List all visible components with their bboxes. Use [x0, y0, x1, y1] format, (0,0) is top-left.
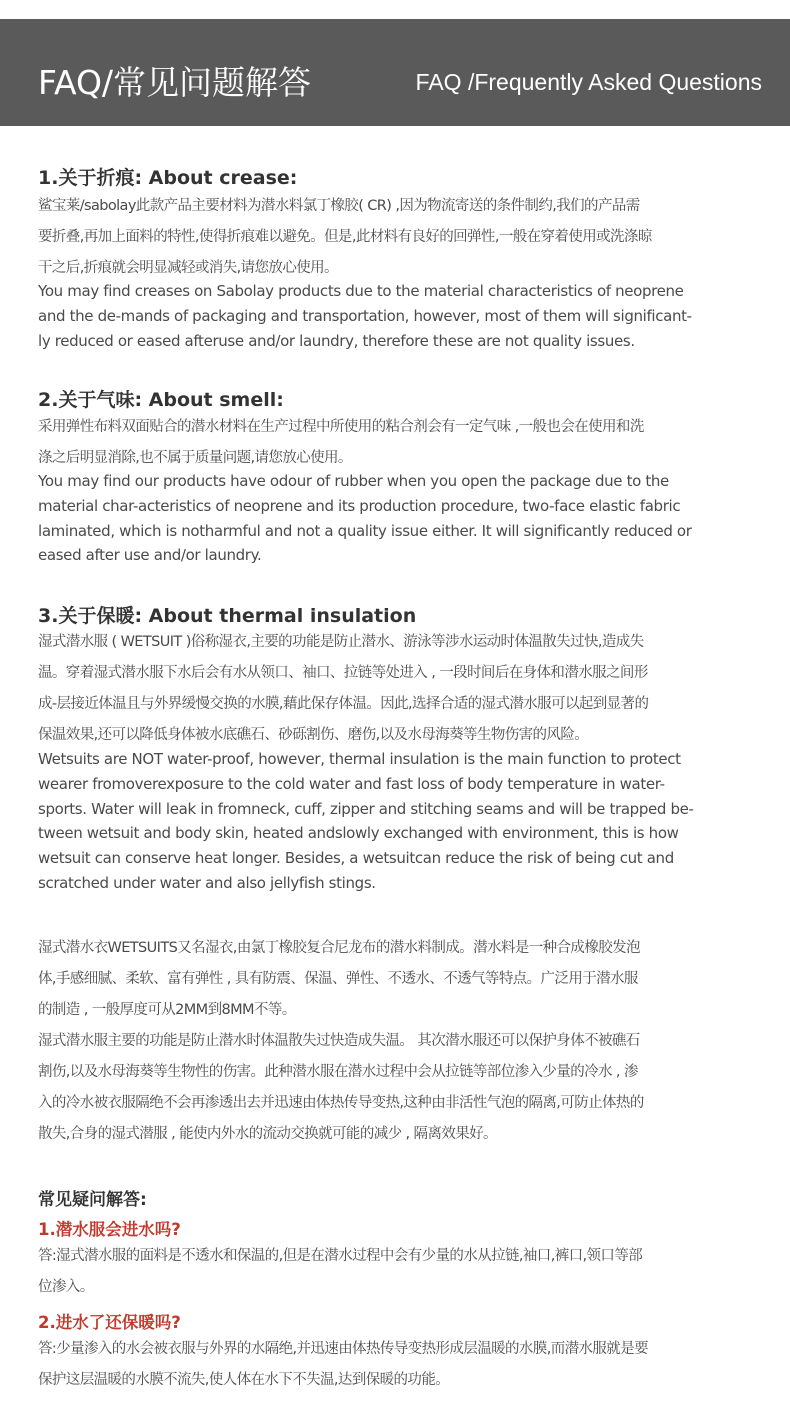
faq-answer-2: [38, 1334, 760, 1396]
faq-question-2: 2.进水了还保暖吗?: [38, 1313, 181, 1332]
faq-question-1: 1.潜水服会进水吗?: [38, 1220, 181, 1239]
text-line: sports. Water will leak in fromneck, cuff, zipper and stitching seams and will be trapped be-: [38, 799, 694, 818]
text-line: 要折叠,再加上面料的特性,使得折痕难以避免。但是,此材料有良好的回弹性,一般在穿着使用或洗涤晾: [38, 229, 652, 245]
text-line: 的制造 , 一般厚度可从2MM到8MM不等。: [38, 1002, 296, 1018]
text-line: scratched under water and also jellyfish stings.: [38, 873, 376, 892]
text-line: 湿式潜水服 ( WETSUIT )俗称湿衣,主要的功能是防止潜水、游泳等涉水运动时体温散失过快,造成失: [38, 634, 644, 650]
page-title: FAQ/常见问题解答: [38, 63, 312, 102]
page-subtitle: FAQ /Frequently Asked Questions: [415, 69, 762, 95]
text-line: 成-层接近体温且与外界缓慢交换的水膜,藉此保存体温。因此,选择合适的湿式潜水服可以起到显著的: [38, 696, 649, 712]
text-line: 散失,合身的湿式潜服 , 能使内外水的流动交换就可能的减少 , 隔离效果好。: [38, 1126, 497, 1142]
text-line: 答:少量渗入的水会被衣服与外界的水隔绝,并迅速由体热传导变热形成层温暖的水膜,而潜水服就是要: [38, 1341, 648, 1357]
text-line: 答:湿式潜水服的面料是不透水和保温的,但是在潜水过程中会有少量的水从拉链,袖口,裤口,领口等部: [38, 1248, 643, 1264]
section-heading-thermal: 3.关于保暖: About thermal insulation: [38, 605, 417, 627]
text-line: 入的冷水被衣服隔绝不会再渗透出去并迅速由体热传导变热,这种由非活性气泡的隔离,可防止体热的: [38, 1095, 644, 1111]
text-line: laminated, which is notharmful and not a quality issue either. It will significantly reduced or: [38, 521, 692, 540]
text-line: 保温效果,还可以降低身体被水底礁石、砂砾割伤、磨伤,以及水母海葵等生物伤害的风险。: [38, 727, 589, 743]
header-banner: [0, 19, 790, 126]
text-line: and the de-mands of packaging and transportation, however, most of them will significant-: [38, 306, 692, 325]
section-heading-crease: 1.关于折痕: About crease:: [38, 167, 298, 189]
text-line: 湿式潜水衣WETSUITS又名湿衣,由氯丁橡胶复合尼龙布的潜水料制成。潜水料是一种合成橡胶发泡: [38, 940, 640, 956]
section-thermal-cn: [38, 627, 760, 751]
text-line: wearer fromoverexposure to the cold water and fast loss of body temperature in water-: [38, 774, 665, 793]
section-smell-en: [38, 469, 760, 568]
text-line: 保护这层温暖的水膜不流失,使人体在水下不失温,达到保暖的功能。: [38, 1372, 450, 1388]
text-line: 湿式潜水服主要的功能是防止潜水时体温散失过快造成失温。 其次潜水服还可以保护身体不被礁石: [38, 1033, 640, 1049]
section-crease-cn: [38, 191, 760, 284]
text-line: 鲨宝莱/sabolay此款产品主要材料为潜水料氯丁橡胶( CR) ,因为物流寄送的条件制约,我们的产品需: [38, 198, 640, 214]
section-smell-cn: [38, 412, 760, 474]
text-line: You may find creases on Sabolay products due to the material characteristics of neoprene: [38, 282, 684, 300]
text-line: 割伤,以及水母海葵等生物性的伤害。此种潜水服在潜水过程中会从拉链等部位渗入少量的冷水 , 渗: [38, 1064, 638, 1080]
text-line: wetsuit can conserve heat longer. Besides, a wetsuitcan reduce the risk of being cut and: [38, 849, 674, 868]
text-line: 温。穿着湿式潜水服下水后会有水从领口、袖口、拉链等处进入 , 一段时间后在身体和潜水服之间形: [38, 665, 648, 681]
text-line: You may find our products have odour of rubber when you open the package due to the: [38, 472, 669, 490]
text-line: tween wetsuit and body skin, heated andslowly exchanged with environment, this is how: [38, 824, 679, 843]
text-line: ly reduced or eased afteruse and/or laundry, therefore these are not quality issues.: [38, 331, 635, 350]
intro-paragraph-2: [38, 1026, 760, 1150]
faq-heading: 常见疑问解答:: [38, 1190, 147, 1210]
text-line: 体,手感细腻、柔软、富有弹性 , 具有防震、保温、弹性、不透水、不透气等特点。广泛用于潜水服: [38, 971, 638, 987]
text-line: Wetsuits are NOT water-proof, however, thermal insulation is the main function to protect: [38, 750, 681, 768]
text-line: 干之后,折痕就会明显减轻或消失,请您放心使用。: [38, 260, 338, 276]
section-thermal-en: [38, 747, 760, 896]
faq-answer-1: [38, 1241, 760, 1303]
section-heading-smell: 2.关于气味: About smell:: [38, 389, 284, 411]
text-line: 采用弹性布料双面贴合的潜水材料在生产过程中所使用的粘合剂会有一定气味 ,一般也会在使用和洗: [38, 419, 644, 435]
text-line: 位渗入。: [38, 1279, 94, 1295]
text-line: material char-acteristics of neoprene and its production procedure, two-face elastic fabric: [38, 496, 681, 515]
text-line: eased after use and/or laundry.: [38, 546, 262, 565]
intro-paragraph-1: [38, 933, 760, 1026]
text-line: 涤之后明显消除,也不属于质量问题,请您放心使用。: [38, 450, 352, 466]
section-crease-en: [38, 279, 760, 353]
